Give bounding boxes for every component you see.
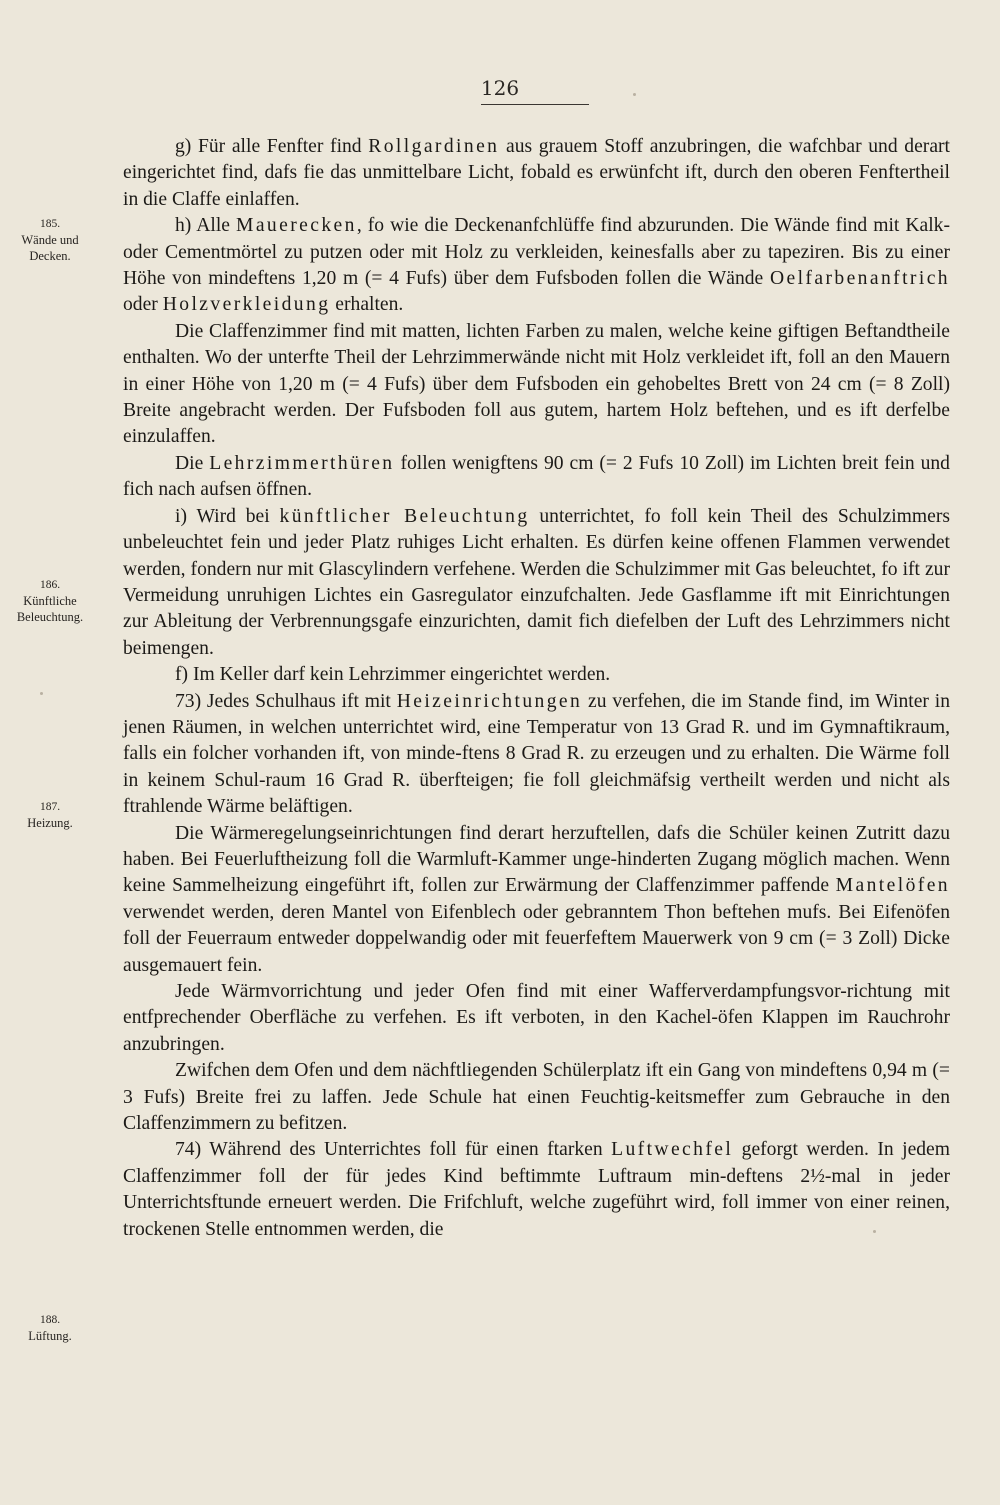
text-run: follen wenigftens 90 cm (= 2 Fufs 10 Zoll) im Lichten breit fein und fich nach aufsen öffnen. bbox=[123, 452, 950, 501]
text-run: Die Wärmeregelungseinrichtungen find derart herzuftellen, dafs die Schüler keinen Zutritt dazu haben. Bei Feuerluftheizung foll die Warmluft-Kammer unge-hinderten Zugang möglich machen. Wenn keine Sammelheizung eingeführt ift, follen zur Erwärmung der Claffenzimmer paffende bbox=[123, 822, 950, 897]
spaced-emphasis: Holzverkleidung bbox=[162, 294, 331, 316]
side-note-number: 185. bbox=[39, 218, 61, 230]
text-run: erhalten. bbox=[330, 294, 404, 316]
text-run: verwendet werden, deren Mantel von Eifenblech oder gebranntem Thon beftehen mufs. Bei Eifenöfen foll der Feuerraum entweder doppelwandig oder mit feuerfeftem Mauerwerk von 9 cm (= 3 Zoll) Dicke ausgemauert fein. bbox=[123, 901, 950, 976]
paragraph-p6 bbox=[123, 662, 950, 688]
side-note-line: Beleuchtung. bbox=[16, 610, 84, 624]
side-note-line: Wände und bbox=[21, 233, 79, 247]
paragraph-p9 bbox=[123, 979, 950, 1058]
text-run: , fo wie die Deckenanfchlüffe find abzurunden. Die Wände find mit Kalk- oder Cementmörtel zu putzen oder mit Holz zu verkleiden, keinesfalls aber zu tapeziren. Bis zu einer Höhe von mindeftens 1,20 m (= 4 Fufs) über dem Fufsboden follen die Wände bbox=[123, 215, 950, 290]
side-note-line: Künftliche bbox=[23, 594, 77, 608]
side-note-ventilation bbox=[0, 1312, 110, 1344]
text-run: zu verfehen, die im Stande find, im Winter in jenen Räumen, in welchen unterrichtet wird, eine Temperatur von 13 Grad R. und im Gymnaftikraum, falls ein folcher vorhanden ift, von minde-ftens 8 Grad R. zu erzeugen und zu erhalten. Die Wärme foll in keinem Schul-raum 16 Grad R. überfteigen; fie foll gleichmäfsig vertheilt werden und nicht als ftrahlende Wärme beläftigen. bbox=[123, 690, 950, 818]
page-number: 126 bbox=[480, 76, 520, 100]
paragraph-p10 bbox=[123, 1058, 950, 1137]
paper-spot bbox=[873, 1230, 876, 1233]
side-note-number: 186. bbox=[39, 579, 61, 591]
side-note-number: 188. bbox=[39, 1314, 61, 1326]
spaced-emphasis: Oelfarbenanftrich bbox=[769, 268, 950, 290]
text-run: Jede Wärmvorrichtung und jeder Ofen find mit einer Wafferverdampfungsvor-richtung mit entfprechender Oberfläche zu verfehen. Es ift verboten, in den Kachel-öfen Klappen im Rauchrohr anzubringen. bbox=[123, 981, 950, 1055]
side-note-number: 187. bbox=[39, 801, 61, 813]
side-note-lighting bbox=[0, 577, 110, 625]
text-run: Die Claffenzimmer find mit matten, lichten Farben zu malen, welche keine giftigen Beftandtheile enthalten. Wo der unterfte Theil der Lehrzimmerwände nicht mit Holz verkleidet ift, foll an den Mauern in einer Höhe von 1,20 m (= 4 Fufs) über dem Fufsboden ein gehobeltes Brett von 24 cm (= 8 Zoll) Breite angebracht werden. Der Fufsboden foll aus gutem, hartem Holz beftehen, und es ift derfelbe einzulaffen. bbox=[123, 320, 950, 448]
spaced-emphasis: Rollgardinen bbox=[368, 136, 500, 157]
text-run: 74) Während des Unterrichtes foll für einen ftarken bbox=[175, 1139, 612, 1161]
spaced-emphasis: Luftwechfel bbox=[611, 1139, 734, 1161]
page-number-rule bbox=[481, 104, 589, 105]
text-run: Die bbox=[175, 452, 210, 474]
spaced-emphasis: Mantelöfen bbox=[835, 875, 950, 897]
paragraph-p7 bbox=[123, 689, 950, 821]
body-text bbox=[123, 134, 950, 1243]
text-run: oder bbox=[123, 294, 163, 316]
paper-spot bbox=[40, 692, 43, 695]
paper-spot bbox=[633, 93, 636, 96]
text-run: g) Für alle Fenfter find bbox=[175, 136, 369, 157]
paragraph-p3 bbox=[123, 319, 950, 451]
text-run: geforgt werden. In jedem Claffenzimmer foll der für jedes Kind beftimmte Luftraum min-deftens 2½-mal in jeder Unterrichtsftunde erneuert werden. Die Frifchluft, welche zugeführt wird, foll immer von einer reinen, trockenen Stelle entnommen werden, die bbox=[123, 1139, 950, 1240]
side-note-line: Heizung. bbox=[27, 816, 73, 830]
text-run: f) Im Keller darf kein Lehrzimmer eingerichtet werden. bbox=[175, 664, 611, 686]
text-run: 73) Jedes Schulhaus ift mit bbox=[175, 690, 397, 712]
paragraph-p1 bbox=[123, 134, 950, 213]
text-run: Zwifchen dem Ofen und dem nächftliegenden Schülerplatz ift ein Gang von mindeftens 0,94 m (= 3 Fufs) Breite frei zu laffen. Jede Schule hat einen Feuchtig-keitsmeffer zum Gebrauche in den Claffenzimmern zu befitzen. bbox=[123, 1060, 950, 1135]
spaced-emphasis: Lehrzimmerthüren bbox=[209, 452, 395, 474]
paragraph-p5 bbox=[123, 504, 950, 662]
text-run: aus grauem Stoff anzubringen, die wafchbar und derart eingerichtet find, dafs fie das unmittelbare Licht, fobald es erwünfcht ift, durch den oberen Fenftertheil in die Claffe einlaffen. bbox=[123, 136, 950, 210]
side-note-walls-ceilings bbox=[0, 216, 110, 264]
side-note-line: Lüftung. bbox=[28, 1329, 72, 1343]
side-note-heating bbox=[0, 799, 110, 831]
paragraph-p4 bbox=[123, 451, 950, 504]
paragraph-p2 bbox=[123, 213, 950, 319]
text-run: h) Alle bbox=[175, 215, 237, 237]
paragraph-p8 bbox=[123, 821, 950, 979]
spaced-emphasis: künftlicher Beleuchtung bbox=[279, 505, 530, 527]
text-run: unterrichtet, fo foll kein Theil des Schulzimmers unbeleuchtet fein und jeder Platz ruhiges Licht erhalten. Es dürfen keine offenen Flammen verwendet werden, fondern nur mit Glascylindern verfehene. Werden die Schulzimmer mit Gas beleuchtet, fo ift zur Vermeidung unruhigen Lichtes ein Gasregulator einzufchalten. Jede Gasflamme ift mit Einrichtungen zur Ableitung der Verbrennungsgafe einzurichten, damit fich diefelben der Luft des Lehrzimmers nicht beimengen. bbox=[123, 505, 950, 659]
side-note-line: Decken. bbox=[29, 249, 71, 263]
spaced-emphasis: Heizeinrichtungen bbox=[396, 690, 583, 712]
spaced-emphasis: Mauerecken bbox=[236, 215, 357, 237]
paragraph-p11 bbox=[123, 1137, 950, 1243]
text-run: i) Wird bei bbox=[175, 505, 280, 527]
